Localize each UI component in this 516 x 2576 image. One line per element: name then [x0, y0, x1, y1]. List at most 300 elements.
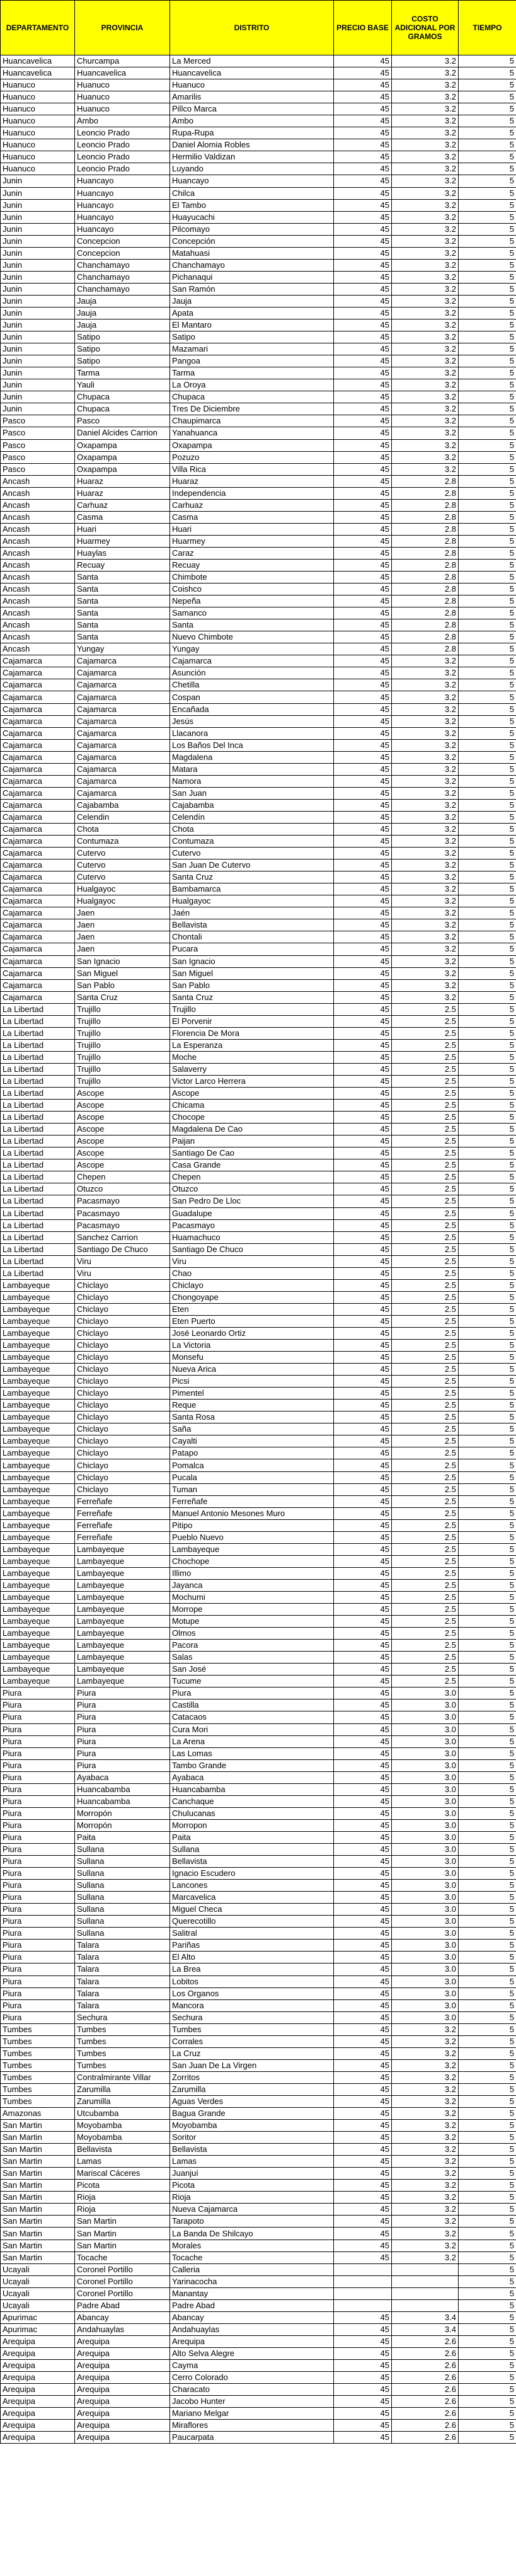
- cell-costo-adicional: 3.2: [392, 979, 459, 991]
- cell-tiempo: 5: [459, 2144, 516, 2156]
- cell-precio-base: 45: [334, 1928, 392, 1940]
- table-row: [1, 1136, 516, 1147]
- cell-tiempo: 5: [459, 67, 516, 79]
- cell-departamento: Piura: [1, 1807, 75, 1819]
- cell-tiempo: 5: [459, 175, 516, 187]
- cell-tiempo: 5: [459, 584, 516, 595]
- cell-tiempo: 5: [459, 2311, 516, 2323]
- cell-costo-adicional: 2.8: [392, 535, 459, 547]
- cell-provincia: Arequipa: [75, 2347, 170, 2359]
- cell-costo-adicional: 2.6: [392, 2420, 459, 2432]
- cell-tiempo: 5: [459, 1483, 516, 1495]
- cell-costo-adicional: 3.2: [392, 907, 459, 919]
- cell-provincia: Coronel Portillo: [75, 2275, 170, 2287]
- cell-costo-adicional: 3.2: [392, 2168, 459, 2180]
- cell-departamento: La Libertad: [1, 1112, 75, 1124]
- table-row: [1, 1555, 516, 1567]
- cell-tiempo: 5: [459, 1688, 516, 1699]
- cell-provincia: Piura: [75, 1723, 170, 1735]
- table-row: [1, 2311, 516, 2323]
- table-row: [1, 1747, 516, 1759]
- cell-provincia: Cutervo: [75, 871, 170, 883]
- cell-tiempo: 5: [459, 283, 516, 295]
- table-row: [1, 2120, 516, 2132]
- cell-precio-base: 45: [334, 751, 392, 763]
- cell-costo-adicional: 3.2: [392, 2132, 459, 2144]
- cell-costo-adicional: 3.0: [392, 1807, 459, 1819]
- cell-distrito: Huancabamba: [170, 1783, 334, 1795]
- cell-costo-adicional: 2.5: [392, 1507, 459, 1519]
- cell-distrito: Miguel Checa: [170, 1904, 334, 1916]
- cell-distrito: Chicama: [170, 1100, 334, 1112]
- cell-distrito: Cura Mori: [170, 1723, 334, 1735]
- cell-distrito: Pucara: [170, 943, 334, 955]
- cell-costo-adicional: 2.8: [392, 572, 459, 584]
- cell-provincia: Sullana: [75, 1892, 170, 1904]
- cell-costo-adicional: 3.2: [392, 163, 459, 175]
- table-row: [1, 127, 516, 139]
- cell-precio-base: 45: [334, 2023, 392, 2035]
- cell-tiempo: 5: [459, 1807, 516, 1819]
- cell-departamento: Ancash: [1, 607, 75, 619]
- cell-departamento: Cajamarca: [1, 751, 75, 763]
- cell-distrito: Tumbes: [170, 2023, 334, 2035]
- cell-costo-adicional: 3.2: [392, 199, 459, 211]
- cell-provincia: Chiclayo: [75, 1471, 170, 1483]
- cell-distrito: Contumaza: [170, 836, 334, 848]
- cell-provincia: Huancayo: [75, 223, 170, 235]
- cell-distrito: Guadalupe: [170, 1207, 334, 1219]
- cell-departamento: Lambayeque: [1, 1483, 75, 1495]
- cell-distrito: Samanco: [170, 607, 334, 619]
- cell-provincia: San Miguel: [75, 967, 170, 979]
- cell-distrito: Castilla: [170, 1699, 334, 1711]
- cell-distrito: Nepeña: [170, 595, 334, 607]
- cell-tiempo: 5: [459, 1723, 516, 1735]
- cell-departamento: Arequipa: [1, 2360, 75, 2372]
- cell-departamento: San Martin: [1, 2120, 75, 2132]
- cell-distrito: Motupe: [170, 1616, 334, 1628]
- cell-costo-adicional: 2.8: [392, 487, 459, 499]
- cell-tiempo: 5: [459, 151, 516, 163]
- cell-provincia: Talara: [75, 1952, 170, 1964]
- cell-costo-adicional: 3.2: [392, 331, 459, 343]
- cell-distrito: Calleria: [170, 2263, 334, 2275]
- cell-tiempo: 5: [459, 2335, 516, 2347]
- cell-departamento: Cajamarca: [1, 799, 75, 811]
- cell-precio-base: 45: [334, 1136, 392, 1147]
- cell-provincia: Morropón: [75, 1807, 170, 1819]
- cell-departamento: Piura: [1, 1952, 75, 1964]
- cell-distrito: Lobitos: [170, 1975, 334, 1987]
- cell-distrito: Chanchamayo: [170, 259, 334, 271]
- cell-tiempo: 5: [459, 1340, 516, 1352]
- cell-distrito: Pacasmayo: [170, 1219, 334, 1231]
- table-row: [1, 355, 516, 367]
- cell-costo-adicional: 3.0: [392, 1940, 459, 1952]
- cell-provincia: Pacasmayo: [75, 1207, 170, 1219]
- table-row: [1, 2156, 516, 2168]
- cell-precio-base: 45: [334, 1327, 392, 1339]
- cell-departamento: Huanuco: [1, 115, 75, 127]
- cell-costo-adicional: 2.5: [392, 1376, 459, 1388]
- cell-tiempo: 5: [459, 1880, 516, 1892]
- cell-costo-adicional: 3.2: [392, 836, 459, 848]
- cell-distrito: Padre Abad: [170, 2299, 334, 2311]
- cell-precio-base: 45: [334, 1015, 392, 1027]
- table-row: [1, 1388, 516, 1400]
- cell-precio-base: 45: [334, 1892, 392, 1904]
- cell-precio-base: 45: [334, 631, 392, 643]
- cell-costo-adicional: 3.2: [392, 860, 459, 871]
- cell-departamento: Ucayali: [1, 2287, 75, 2299]
- cell-departamento: Junin: [1, 187, 75, 199]
- cell-precio-base: 45: [334, 103, 392, 115]
- cell-departamento: La Libertad: [1, 1075, 75, 1087]
- cell-distrito: Huancavelica: [170, 67, 334, 79]
- table-row: [1, 1723, 516, 1735]
- cell-distrito: Manantay: [170, 2287, 334, 2299]
- cell-departamento: La Libertad: [1, 1207, 75, 1219]
- table-row: [1, 1999, 516, 2011]
- cell-precio-base: 45: [334, 1688, 392, 1699]
- cell-precio-base: 45: [334, 79, 392, 91]
- cell-departamento: Lambayeque: [1, 1616, 75, 1628]
- cell-departamento: Piura: [1, 1843, 75, 1855]
- cell-departamento: Piura: [1, 1964, 75, 1975]
- cell-distrito: Illimo: [170, 1567, 334, 1579]
- cell-precio-base: 45: [334, 619, 392, 631]
- cell-distrito: Mariano Melgar: [170, 2408, 334, 2420]
- cell-precio-base: 45: [334, 2311, 392, 2323]
- cell-costo-adicional: 3.2: [392, 79, 459, 91]
- table-row: [1, 343, 516, 355]
- cell-precio-base: 45: [334, 679, 392, 691]
- cell-precio-base: 45: [334, 535, 392, 547]
- cell-departamento: Huanuco: [1, 91, 75, 103]
- cell-departamento: Apurimac: [1, 2311, 75, 2323]
- cell-departamento: Arequipa: [1, 2372, 75, 2384]
- cell-precio-base: [334, 2263, 392, 2275]
- cell-tiempo: 5: [459, 259, 516, 271]
- table-row: [1, 1183, 516, 1195]
- cell-tiempo: 5: [459, 1543, 516, 1555]
- cell-precio-base: 45: [334, 175, 392, 187]
- cell-provincia: Piura: [75, 1747, 170, 1759]
- cell-precio-base: 45: [334, 2132, 392, 2144]
- cell-tiempo: 5: [459, 1063, 516, 1075]
- cell-costo-adicional: 3.0: [392, 1699, 459, 1711]
- cell-tiempo: 5: [459, 1868, 516, 1880]
- cell-departamento: Lambayeque: [1, 1628, 75, 1640]
- cell-provincia: Hualgayoc: [75, 895, 170, 907]
- table-row: [1, 824, 516, 836]
- cell-provincia: Cajamarca: [75, 679, 170, 691]
- cell-tiempo: 5: [459, 451, 516, 463]
- cell-provincia: Sullana: [75, 1868, 170, 1880]
- cell-tiempo: 5: [459, 1207, 516, 1219]
- cell-departamento: Lambayeque: [1, 1412, 75, 1423]
- cell-costo-adicional: 2.8: [392, 584, 459, 595]
- table-row: [1, 1688, 516, 1699]
- cell-tiempo: 5: [459, 1231, 516, 1243]
- cell-distrito: Chulucanas: [170, 1807, 334, 1819]
- cell-provincia: Chiclayo: [75, 1447, 170, 1459]
- cell-provincia: Piura: [75, 1735, 170, 1747]
- cell-tiempo: 5: [459, 1015, 516, 1027]
- cell-costo-adicional: 3.2: [392, 2192, 459, 2204]
- table-row: [1, 1075, 516, 1087]
- cell-tiempo: 5: [459, 1027, 516, 1039]
- cell-costo-adicional: 3.4: [392, 2323, 459, 2335]
- cell-costo-adicional: 2.5: [392, 1003, 459, 1015]
- table-row: [1, 619, 516, 631]
- cell-tiempo: 5: [459, 223, 516, 235]
- cell-provincia: Chiclayo: [75, 1364, 170, 1376]
- cell-departamento: Cajamarca: [1, 655, 75, 667]
- cell-provincia: Satipo: [75, 343, 170, 355]
- table-row: [1, 919, 516, 931]
- cell-provincia: Leoncio Prado: [75, 127, 170, 139]
- cell-tiempo: 5: [459, 271, 516, 283]
- cell-distrito: Chepen: [170, 1171, 334, 1183]
- cell-tiempo: 5: [459, 1291, 516, 1303]
- cell-tiempo: 5: [459, 1124, 516, 1136]
- cell-precio-base: 45: [334, 1051, 392, 1063]
- cell-costo-adicional: 3.2: [392, 55, 459, 67]
- table-row: [1, 2180, 516, 2192]
- table-row: [1, 295, 516, 307]
- cell-departamento: Piura: [1, 1880, 75, 1892]
- table-row: [1, 1423, 516, 1435]
- cell-costo-adicional: 3.2: [392, 955, 459, 967]
- cell-costo-adicional: 2.5: [392, 1495, 459, 1507]
- cell-distrito: Morales: [170, 2240, 334, 2251]
- cell-precio-base: 45: [334, 1483, 392, 1495]
- cell-provincia: Rioja: [75, 2192, 170, 2204]
- cell-precio-base: 45: [334, 2432, 392, 2444]
- cell-distrito: Pimentel: [170, 1388, 334, 1400]
- cell-tiempo: 5: [459, 547, 516, 559]
- cell-departamento: Piura: [1, 1916, 75, 1928]
- cell-provincia: Picota: [75, 2180, 170, 2192]
- cell-tiempo: 5: [459, 2420, 516, 2432]
- cell-tiempo: 5: [459, 1964, 516, 1975]
- cell-tiempo: 5: [459, 535, 516, 547]
- cell-provincia: Cajamarca: [75, 775, 170, 787]
- cell-distrito: Chocope: [170, 1112, 334, 1124]
- cell-costo-adicional: 2.6: [392, 2396, 459, 2408]
- cell-precio-base: 45: [334, 655, 392, 667]
- cell-costo-adicional: 3.2: [392, 211, 459, 223]
- cell-costo-adicional: 3.2: [392, 223, 459, 235]
- table-row: [1, 499, 516, 511]
- cell-tiempo: 5: [459, 55, 516, 67]
- cell-departamento: Huanuco: [1, 139, 75, 151]
- cell-costo-adicional: 2.5: [392, 1555, 459, 1567]
- cell-precio-base: 45: [334, 2372, 392, 2384]
- cell-provincia: Lambayeque: [75, 1543, 170, 1555]
- cell-precio-base: 45: [334, 2335, 392, 2347]
- cell-departamento: Lambayeque: [1, 1435, 75, 1447]
- cell-provincia: Chiclayo: [75, 1291, 170, 1303]
- cell-precio-base: 45: [334, 187, 392, 199]
- cell-tiempo: 5: [459, 2299, 516, 2311]
- table-row: [1, 1340, 516, 1352]
- cell-tiempo: 5: [459, 607, 516, 619]
- cell-tiempo: 5: [459, 763, 516, 775]
- cell-costo-adicional: 2.5: [392, 1207, 459, 1219]
- cell-distrito: Concepción: [170, 235, 334, 247]
- table-row: [1, 727, 516, 739]
- table-row: [1, 1051, 516, 1063]
- table-row: [1, 2204, 516, 2216]
- cell-precio-base: 45: [334, 787, 392, 799]
- cell-costo-adicional: 2.5: [392, 1364, 459, 1376]
- cell-precio-base: 45: [334, 1771, 392, 1783]
- cell-departamento: Cajamarca: [1, 871, 75, 883]
- cell-distrito: San Juan De La Virgen: [170, 2059, 334, 2071]
- cell-tiempo: 5: [459, 319, 516, 331]
- cell-distrito: El Porvenir: [170, 1015, 334, 1027]
- cell-departamento: Pasco: [1, 427, 75, 439]
- table-row: [1, 1975, 516, 1987]
- cell-provincia: Trujillo: [75, 1027, 170, 1039]
- cell-precio-base: 45: [334, 715, 392, 727]
- cell-departamento: Lambayeque: [1, 1507, 75, 1519]
- cell-costo-adicional: 3.2: [392, 295, 459, 307]
- cell-provincia: Hualgayoc: [75, 883, 170, 895]
- cell-costo-adicional: 3.2: [392, 739, 459, 751]
- cell-provincia: Ascope: [75, 1088, 170, 1100]
- cell-costo-adicional: 3.2: [392, 115, 459, 127]
- cell-departamento: La Libertad: [1, 1003, 75, 1015]
- cell-distrito: Eten Puerto: [170, 1315, 334, 1327]
- cell-precio-base: 45: [334, 67, 392, 79]
- table-row: [1, 79, 516, 91]
- cell-costo-adicional: 2.8: [392, 559, 459, 571]
- cell-costo-adicional: 2.5: [392, 1112, 459, 1124]
- cell-precio-base: 45: [334, 1207, 392, 1219]
- cell-distrito: Yanahuanca: [170, 427, 334, 439]
- cell-tiempo: 5: [459, 1435, 516, 1447]
- cell-distrito: Chupaca: [170, 391, 334, 403]
- table-row: [1, 271, 516, 283]
- cell-precio-base: 45: [334, 2216, 392, 2228]
- cell-distrito: Namora: [170, 775, 334, 787]
- cell-precio-base: 45: [334, 1219, 392, 1231]
- cell-departamento: San Martin: [1, 2228, 75, 2240]
- table-row: [1, 1039, 516, 1051]
- cell-costo-adicional: 2.6: [392, 2408, 459, 2420]
- cell-departamento: Cajamarca: [1, 907, 75, 919]
- cell-distrito: Santa Rosa: [170, 1412, 334, 1423]
- cell-tiempo: 5: [459, 79, 516, 91]
- cell-departamento: Pasco: [1, 451, 75, 463]
- table-row: [1, 2059, 516, 2071]
- cell-departamento: Pasco: [1, 463, 75, 475]
- cell-departamento: Ancash: [1, 547, 75, 559]
- cell-distrito: San Juan De Cutervo: [170, 860, 334, 871]
- cell-costo-adicional: 3.2: [392, 703, 459, 715]
- cell-costo-adicional: 3.2: [392, 2047, 459, 2059]
- cell-costo-adicional: 2.8: [392, 511, 459, 523]
- cell-tiempo: 5: [459, 1219, 516, 1231]
- table-body: [1, 55, 516, 2444]
- table-row: [1, 691, 516, 703]
- cell-departamento: Lambayeque: [1, 1447, 75, 1459]
- cell-precio-base: 45: [334, 391, 392, 403]
- cell-provincia: Lambayeque: [75, 1567, 170, 1579]
- cell-distrito: Bellavista: [170, 2144, 334, 2156]
- cell-tiempo: 5: [459, 1412, 516, 1423]
- cell-costo-adicional: 3.2: [392, 139, 459, 151]
- table-row: [1, 739, 516, 751]
- cell-tiempo: 5: [459, 415, 516, 427]
- cell-precio-base: 45: [334, 1940, 392, 1952]
- table-row: [1, 1676, 516, 1688]
- cell-provincia: Jauja: [75, 319, 170, 331]
- cell-distrito: Caraz: [170, 547, 334, 559]
- cell-departamento: Lambayeque: [1, 1459, 75, 1471]
- table-row: [1, 1376, 516, 1388]
- cell-departamento: Lambayeque: [1, 1676, 75, 1688]
- table-row: [1, 1495, 516, 1507]
- cell-provincia: Bellavista: [75, 2144, 170, 2156]
- cell-departamento: Ancash: [1, 631, 75, 643]
- cell-tiempo: 5: [459, 1975, 516, 1987]
- cell-provincia: Piura: [75, 1759, 170, 1771]
- cell-distrito: San Pablo: [170, 979, 334, 991]
- cell-tiempo: 5: [459, 511, 516, 523]
- cell-provincia: Trujillo: [75, 1075, 170, 1087]
- cell-distrito: Ignacio Escudero: [170, 1868, 334, 1880]
- cell-departamento: Cajamarca: [1, 679, 75, 691]
- table-row: [1, 1819, 516, 1831]
- table-row: [1, 1543, 516, 1555]
- table-row: [1, 2432, 516, 2444]
- cell-precio-base: 45: [334, 1711, 392, 1723]
- cell-provincia: Arequipa: [75, 2420, 170, 2432]
- cell-costo-adicional: 2.5: [392, 1676, 459, 1688]
- cell-provincia: Chiclayo: [75, 1412, 170, 1423]
- cell-precio-base: 45: [334, 1628, 392, 1640]
- cell-distrito: San Juan: [170, 787, 334, 799]
- cell-precio-base: 45: [334, 824, 392, 836]
- cell-precio-base: 45: [334, 1519, 392, 1531]
- cell-costo-adicional: 2.5: [392, 1183, 459, 1195]
- cell-tiempo: 5: [459, 991, 516, 1003]
- cell-departamento: Piura: [1, 1723, 75, 1735]
- table-row: [1, 187, 516, 199]
- cell-departamento: Junin: [1, 211, 75, 223]
- cell-costo-adicional: 3.2: [392, 2023, 459, 2035]
- table-row: [1, 1952, 516, 1964]
- cell-costo-adicional: 3.2: [392, 2144, 459, 2156]
- cell-tiempo: 5: [459, 1400, 516, 1412]
- cell-costo-adicional: 3.0: [392, 1952, 459, 1964]
- cell-departamento: La Libertad: [1, 1015, 75, 1027]
- table-row: [1, 2396, 516, 2408]
- cell-provincia: Santa: [75, 584, 170, 595]
- cell-distrito: Carhuaz: [170, 499, 334, 511]
- cell-tiempo: 5: [459, 2216, 516, 2228]
- cell-tiempo: 5: [459, 1555, 516, 1567]
- cell-departamento: Junin: [1, 331, 75, 343]
- table-row: [1, 1231, 516, 1243]
- cell-costo-adicional: 3.2: [392, 2156, 459, 2168]
- table-row: [1, 943, 516, 955]
